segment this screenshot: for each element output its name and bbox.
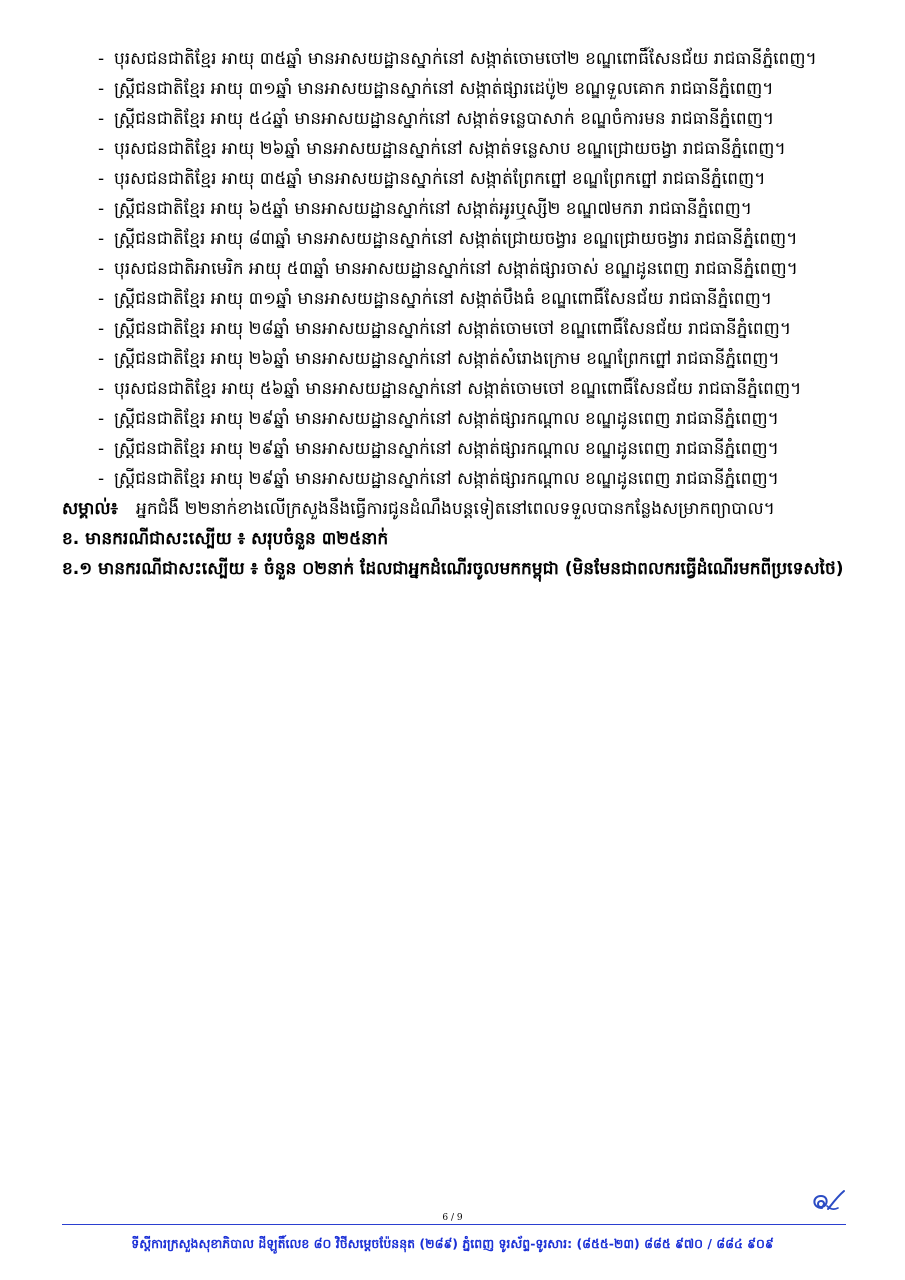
case-text: ស្ត្រីជនជាតិខ្មែរ អាយុ ៨៣ឆ្នាំ មានអាសយដ្ឋានស្នាក់នៅ សង្កាត់ជ្រោយចង្វារ ខណ្ឌជ្រោយចង្វារ រាជធានីភ្នំពេញ។: [114, 229, 798, 249]
note-text: អ្នកជំងឺ ២២នាក់ខាងលើក្រសួងនឹងធ្វើការជូនដំណឹងបន្តទៀតនៅពេលទទួលបានកន្លែងសម្រាកព្យាបាល។: [136, 499, 775, 519]
bullet-dash: -: [98, 319, 105, 339]
footer-divider: [62, 1224, 846, 1225]
footer-address: ទីស្តីការក្រសួងសុខាភិបាល ដីឡូតិ៍លេខ ៨០ វិថីសម្តេចប៉ែននុត (២៨៩) ភ្នំពេញ ទូរស័ព្ទ-ទូរសារ: (៨៥៥-២៣) ៨៨៥ ៩៧០ / ៨៨៤ ៩០៩: [131, 1236, 774, 1251]
bullet-dash: -: [98, 469, 105, 489]
bullet-dash: -: [98, 49, 105, 69]
case-text: ស្ត្រីជនជាតិខ្មែរ អាយុ ៣១ឆ្នាំ មានអាសយដ្ឋានស្នាក់នៅ សង្កាត់បឹងធំ ខណ្ឌពោធិ៍សែនជ័យ រាជធានីភ្នំពេញ។: [114, 289, 772, 309]
bullet-dash: -: [98, 259, 105, 279]
case-text: បុរសជនជាតិខ្មែរ អាយុ ៣៥ឆ្នាំ មានអាសយដ្ឋានស្នាក់នៅ សង្កាត់ចោមចៅ២ ខណ្ឌពោធិ៍សែនជ័យ រាជធានីភ្នំពេញ។: [114, 49, 817, 69]
case-list: [62, 44, 846, 494]
case-text: បុរសជនជាតិខ្មែរ អាយុ ៥៦ឆ្នាំ មានអាសយដ្ឋានស្នាក់នៅ សង្កាត់ចោមចៅ ខណ្ឌពោធិ៍សែនជ័យ រាជធានីភ្នំពេញ។: [114, 379, 802, 399]
document-body: [62, 44, 846, 584]
list-item: [98, 74, 846, 104]
bullet-dash: -: [98, 139, 105, 159]
note-label: សម្គាល់៖: [62, 499, 119, 519]
list-item: [98, 164, 846, 194]
list-item: [98, 434, 846, 464]
list-item: [98, 224, 846, 254]
list-item: [98, 194, 846, 224]
bullet-dash: -: [98, 289, 105, 309]
list-item: [98, 344, 846, 374]
list-item: [98, 254, 846, 284]
list-item: [98, 464, 846, 494]
case-text: បុរសជនជាតិខ្មែរ អាយុ ៣៥ឆ្នាំ មានអាសយដ្ឋានស្នាក់នៅ សង្កាត់ព្រែកព្នៅ ខណ្ឌព្រែកព្នៅ រាជធានីភ្នំពេញ។: [114, 169, 766, 189]
bullet-dash: -: [98, 169, 105, 189]
case-text: ស្ត្រីជនជាតិខ្មែរ អាយុ ៥៤ឆ្នាំ មានអាសយដ្ឋានស្នាក់នៅ សង្កាត់ទន្លេបាសាក់ ខណ្ឌចំការមន រាជធានីភ្នំពេញ។: [114, 109, 775, 129]
case-text: ស្ត្រីជនជាតិខ្មែរ អាយុ ៦៥ឆ្នាំ មានអាសយដ្ឋានស្នាក់នៅ សង្កាត់អូរឬស្សី២ ខណ្ឌ៧មករា រាជធានីភ្នំពេញ។: [114, 199, 752, 219]
list-item: [98, 134, 846, 164]
list-item: [98, 104, 846, 134]
bullet-dash: -: [98, 439, 105, 459]
list-item: [98, 314, 846, 344]
bullet-dash: -: [98, 409, 105, 429]
bullet-dash: -: [98, 379, 105, 399]
case-text: ស្ត្រីជនជាតិខ្មែរ អាយុ ២៩ឆ្នាំ មានអាសយដ្ឋានស្នាក់នៅ សង្កាត់ផ្សារកណ្តាល ខណ្ឌដូនពេញ រាជធានីភ្នំពេញ។: [114, 439, 779, 459]
section-heading-recovered: ខ. មានករណីជាសះស្បើយ ៖ សរុបចំនួន ៣២៥នាក់: [62, 529, 389, 549]
case-text: ស្ត្រីជនជាតិខ្មែរ អាយុ ២៩ឆ្នាំ មានអាសយដ្ឋានស្នាក់នៅ សង្កាត់ផ្សារកណ្តាល ខណ្ឌដូនពេញ រាជធានីភ្នំពេញ។: [114, 469, 779, 489]
subsection-heading-recovered: ខ.១ មានករណីជាសះស្បើយ ៖ ចំនួន ០២នាក់ ដែលជាអ្នកដំណើរចូលមកកម្ពុជា (មិនមែនជាពលករធ្វើដំណើរមកពីប្រទេសថៃ): [62, 559, 844, 579]
bullet-dash: -: [98, 79, 105, 99]
case-text: ស្ត្រីជនជាតិខ្មែរ អាយុ ៣១ឆ្នាំ មានអាសយដ្ឋានស្នាក់នៅ សង្កាត់ផ្សារដេប៉ូ២ ខណ្ឌទួលគោក រាជធានីភ្នំពេញ។: [114, 79, 774, 99]
list-item: [98, 44, 846, 74]
case-text: ស្ត្រីជនជាតិខ្មែរ អាយុ ២៩ឆ្នាំ មានអាសយដ្ឋានស្នាក់នៅ សង្កាត់ផ្សារកណ្តាល ខណ្ឌដូនពេញ រាជធានីភ្នំពេញ។: [114, 409, 779, 429]
case-text: បុរសជនជាតិខ្មែរ អាយុ ២៦ឆ្នាំ មានអាសយដ្ឋានស្នាក់នៅ សង្កាត់ទន្លេសាប ខណ្ឌជ្រោយចង្វា រាជធានីភ្នំពេញ។: [114, 139, 786, 159]
note-paragraph: [62, 494, 846, 524]
bullet-dash: -: [98, 229, 105, 249]
list-item: [98, 404, 846, 434]
page-number: 6 / 9: [442, 1213, 463, 1223]
bullet-dash: -: [98, 349, 105, 369]
bullet-dash: -: [98, 109, 105, 129]
case-text: ស្ត្រីជនជាតិខ្មែរ អាយុ ២៦ឆ្នាំ មានអាសយដ្ឋានស្នាក់នៅ សង្កាត់សំរោងក្រោម ខណ្ឌព្រែកព្នៅ រាជធានីភ្នំពេញ។: [114, 349, 780, 369]
bullet-dash: -: [98, 199, 105, 219]
case-text: បុរសជនជាតិអាមេរិក អាយុ ៥៣ឆ្នាំ មានអាសយដ្ឋានស្នាក់នៅ សង្កាត់ផ្សារចាស់ ខណ្ឌដូនពេញ រាជធានីភ្នំពេញ។: [114, 259, 798, 279]
list-item: [98, 284, 846, 314]
list-item: [98, 374, 846, 404]
case-text: ស្ត្រីជនជាតិខ្មែរ អាយុ ២៨ឆ្នាំ មានអាសយដ្ឋានស្នាក់នៅ សង្កាត់ចោមចៅ ខណ្ឌពោធិ៍សែនជ័យ រាជធានីភ្នំពេញ។: [114, 319, 792, 339]
